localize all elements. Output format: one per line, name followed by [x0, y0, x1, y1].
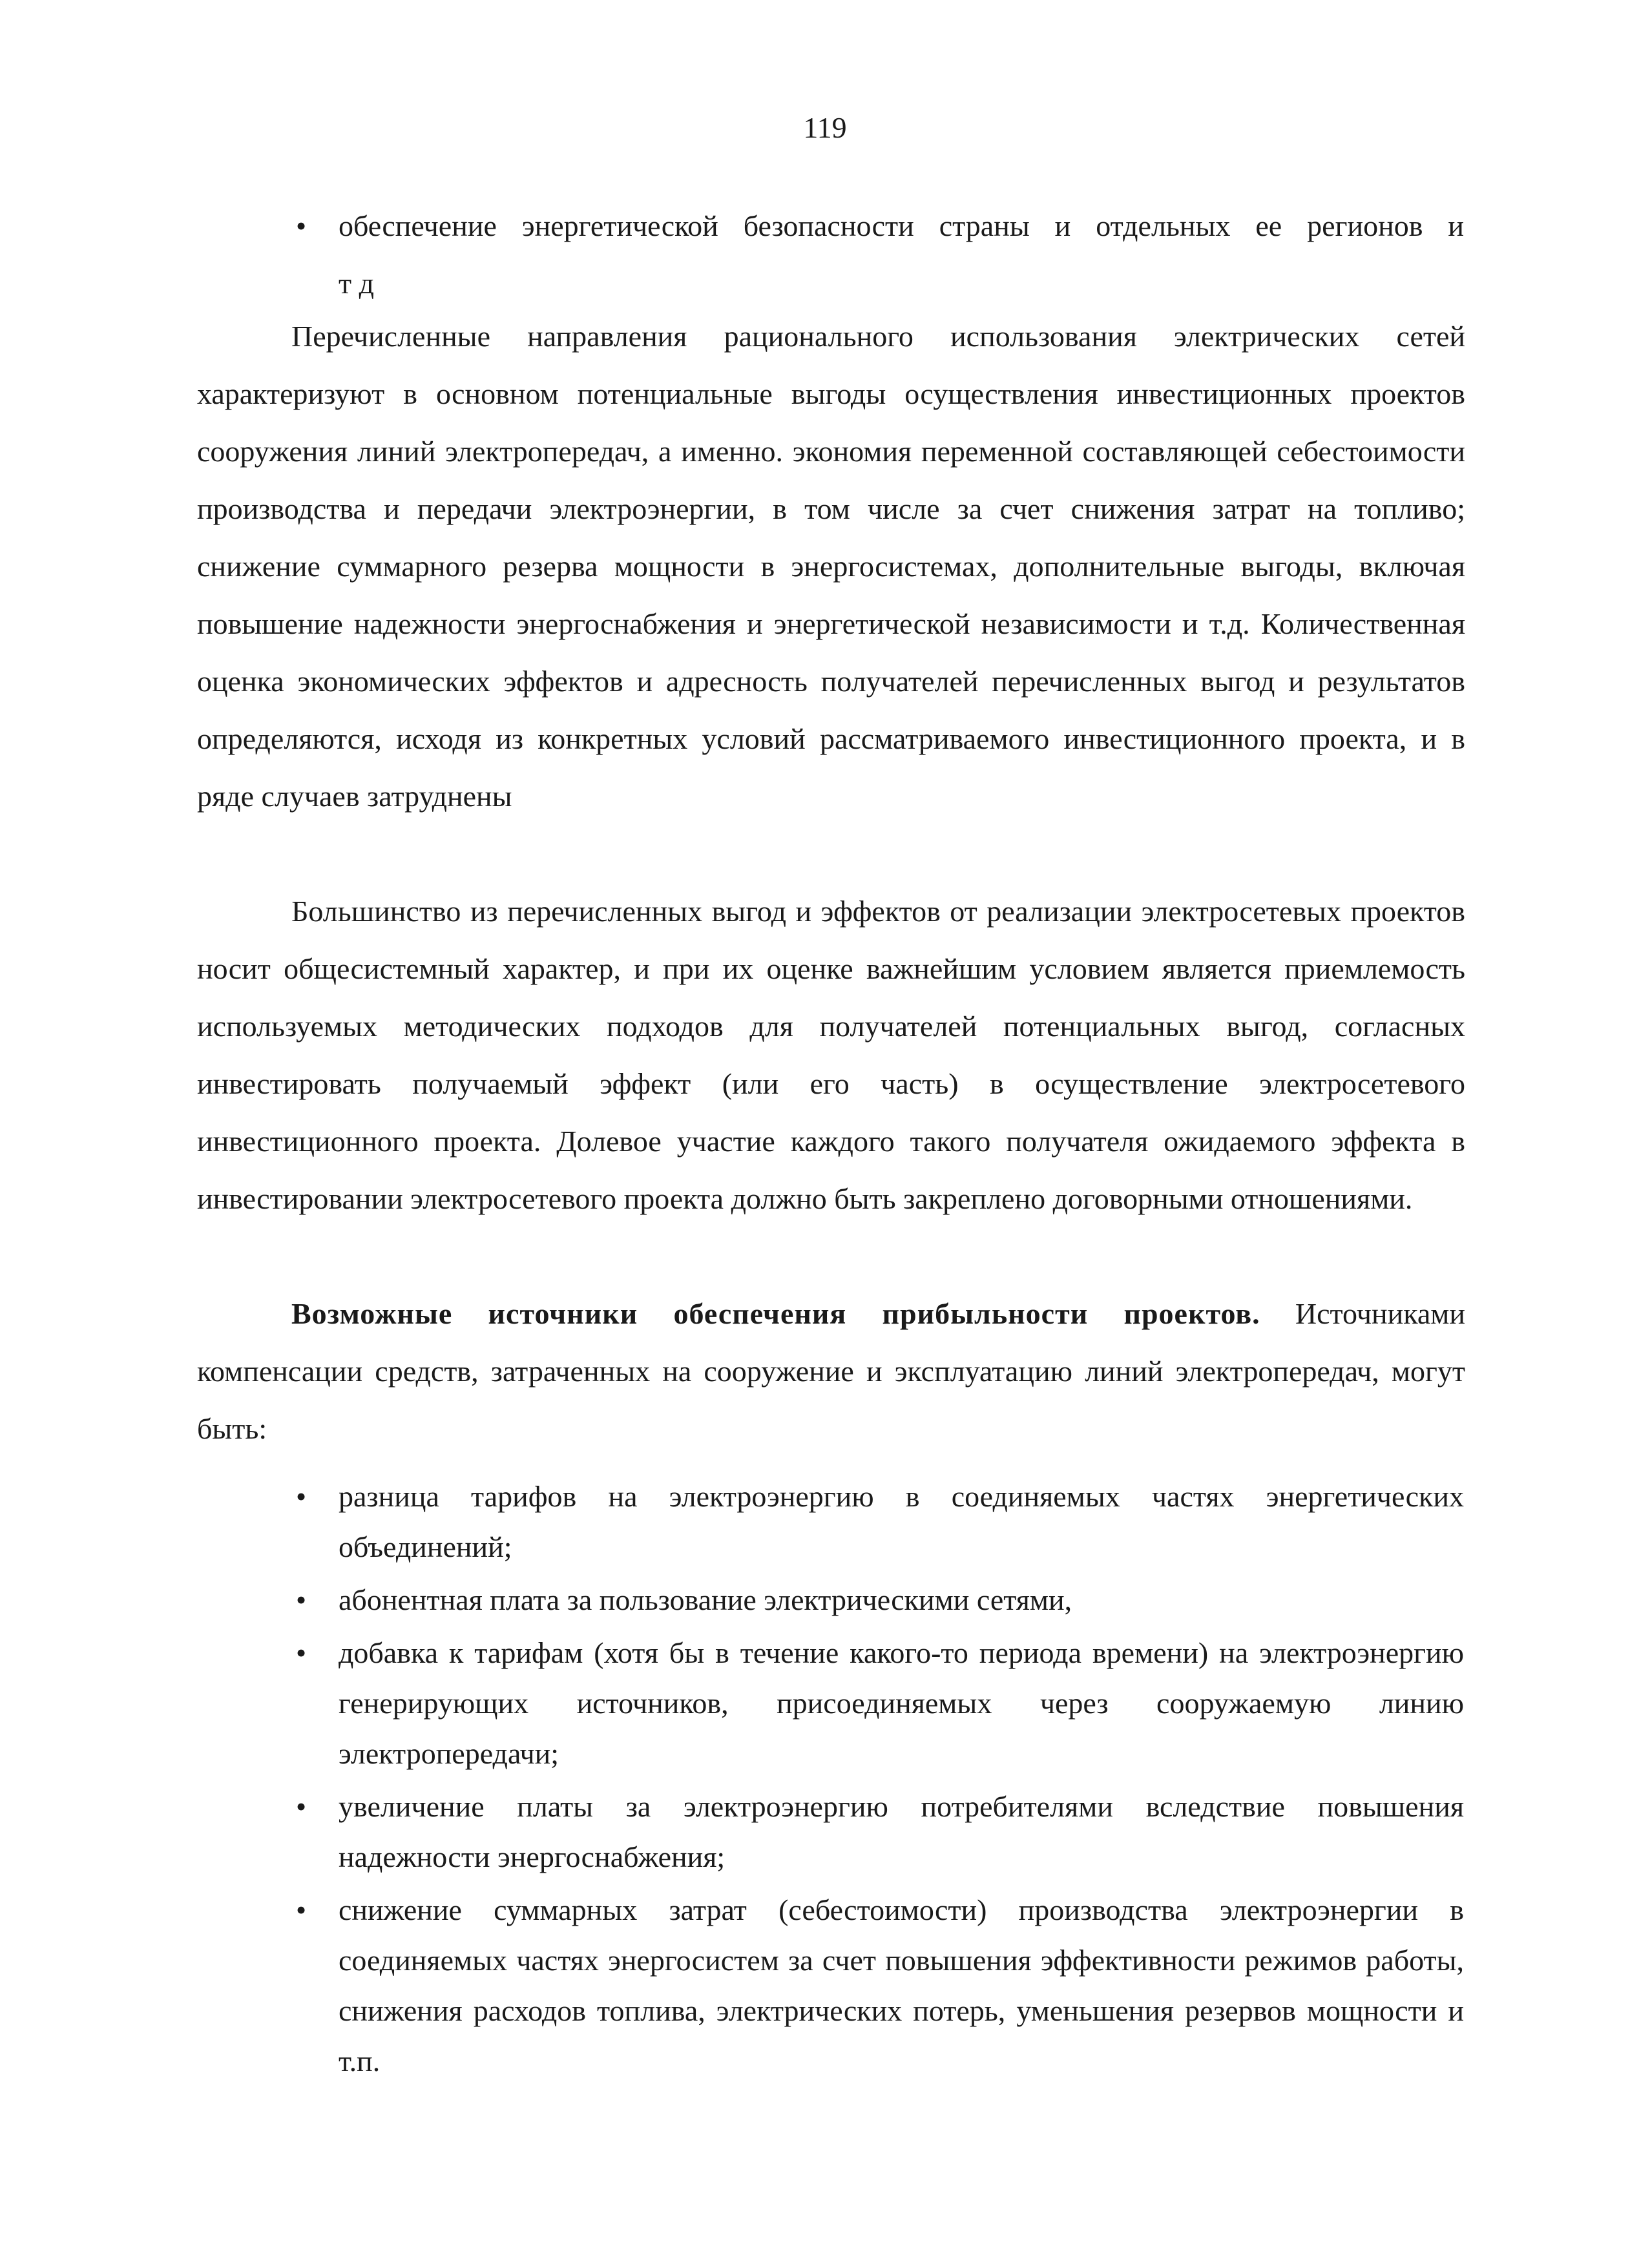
bullet-marker: •	[295, 209, 307, 242]
bullet-marker: •	[295, 1583, 307, 1616]
list-item	[295, 1628, 1464, 1779]
list-item-text: абонентная плата за пользование электрическими сетями,	[339, 1583, 1072, 1616]
top-bullet-item	[295, 197, 1464, 312]
bullet-marker: •	[295, 1893, 307, 1926]
list-item	[295, 1782, 1464, 1882]
list-item-text: добавка к тарифам (хотя бы в течение какого-то периода времени) на электроэнергию генерирующих источников, присоединяемых через сооружаемую линию электропередачи;	[339, 1636, 1464, 1770]
top-bullet-line1: обеспечение энергетической безопасности страны и отдельных ее регионов и	[339, 209, 1464, 242]
list-item-text: увеличение платы за электроэнергию потребителями вследствие повышения надежности энергоснабжения;	[339, 1790, 1464, 1873]
sources-list	[295, 1472, 1464, 2089]
paragraph-3-text: Источниками компенсации средств, затраченных на сооружение и эксплуатацию линий электропередач, могут быть:	[197, 1297, 1465, 1445]
bullet-marker: •	[295, 1636, 307, 1669]
top-bullet-line2: т д	[339, 267, 375, 300]
list-item-text: разница тарифов на электроэнергию в соединяемых частях энергетических объединений;	[339, 1480, 1464, 1563]
paragraph-1: Перечисленные направления рационального использования электрических сетей характеризуют в основном потенциальные выгоды осуществления инвестиционных проектов сооружения линий электропередач, а именно. экономия переменной составляющей себестоимости производства и передачи электроэнергии, в том числе за счет снижения затрат на топливо; снижение суммарного резерва мощности в энергосистемах, дополнительные выгоды, включая повышение надежности энергоснабжения и энергетической независимости и т.д. Количественная оценка экономических эффектов и адресность получателей перечисленных выгод и результатов определяются, исходя из конкретных условий рассматриваемого инвестиционного проекта, и в ряде случаев затруднены	[197, 320, 1465, 813]
paragraph-3	[197, 1285, 1465, 1457]
list-item	[295, 1885, 1464, 2086]
page-number: 119	[803, 111, 847, 144]
list-item-text: снижение суммарных затрат (себестоимости) производства электроэнергии в соединяемых частях энергосистем за счет повышения эффективности режимов работы, снижения расходов топлива, электрических потерь, уменьшения резервов мощности и т.п.	[339, 1893, 1464, 2077]
bullet-marker: •	[295, 1480, 307, 1513]
list-item	[295, 1575, 1464, 1625]
paragraph-3-heading: Возможные источники обеспечения прибыльности проектов.	[291, 1297, 1260, 1330]
list-item	[295, 1472, 1464, 1572]
paragraph-2: Большинство из перечисленных выгод и эффектов от реализации электросетевых проектов носит общесистемный характер, и при их оценке важнейшим условием является приемлемость используемых методических подходов для получателей потенциальных выгод, согласных инвестировать получаемый эффект (или его часть) в осуществление электросетевого инвестиционного проекта. Долевое участие каждого такого получателя ожидаемого эффекта в инвестировании электросетевого проекта должно быть закреплено договорными отношениями.	[197, 895, 1465, 1215]
bullet-marker: •	[295, 1790, 307, 1823]
